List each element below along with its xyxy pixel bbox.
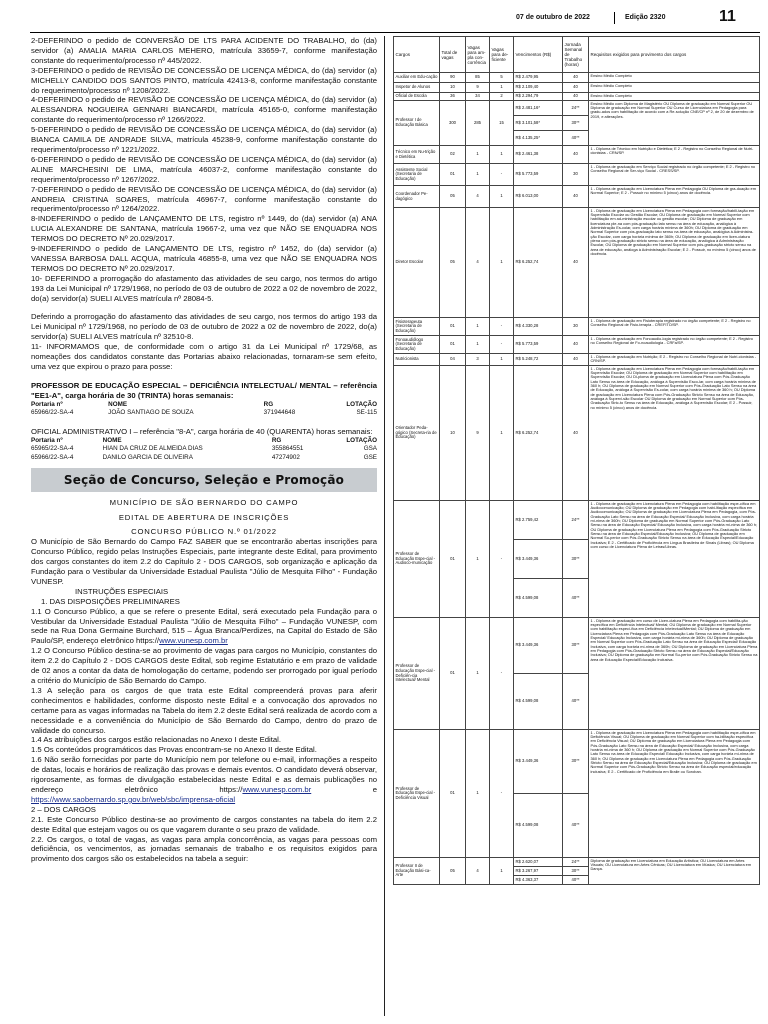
cargo-cell: Orientador Peda-gógico (Secreta-ria de Educação) (394, 366, 440, 501)
spacer (31, 418, 377, 427)
vencimento-cell: R$ 4.330,28 (514, 318, 563, 336)
cargo-cell: Auxiliar em Edu-cação (394, 73, 440, 83)
table-row (394, 618, 760, 674)
column-header-ampla: Vagas para am-pla con-corrência (466, 37, 490, 73)
requisitos-cell: 1 - Diploma de graduação em Licenciatura Plena em Pedagogia com habilitação espe-cífica em Audiocomunicação; OU Diploma de graduação em Pedagogia com habi-litação específica em Audiocomunicação; OU Diploma de graduação em Licenciatura Plena em Pedagogia, com Pós-Graduação Lato Sensu na área de Educação Especial/ Educação Inclusiva, com carga horária mí-nima de 360h; OU Diploma de graduação em Normal Superior com Pós-Graduação Lato Sensu na área de Educação Especial/ Educação Inclusiva, com carga horária mí-nima de 360 h; OU Diploma de graduação em Licenciatura Plena em Pedagogia com Pós-Graduação Stricto Sensu na área de Educação Especial/Educação Inclusiva; OU Diploma de graduação em Normal Su-perior com Pós-Graduação Stricto Sensu na área de Educação Especial/Educação Inclusiva; E 2 - Certificado de Proficiência em Língua Brasileira de Sinais (Libras); OU Diploma com curso de Licenciatura Plena de Letras/Libras. (589, 501, 760, 618)
cargo-cell: Oficial de Escola (394, 93, 440, 101)
jornada-cell: 24** (563, 501, 589, 540)
table-row (394, 366, 760, 501)
ampla-cell: 85 (466, 73, 490, 83)
table-cell: 65965/22-SA-4 (31, 445, 74, 453)
vencimento-cell: R$ 3.449,36 (514, 730, 563, 794)
header-edition: Edição 2320 (625, 14, 666, 21)
table-row (394, 164, 760, 186)
paragraph: 1.2 O Concurso Público destina-se ao provimento de vagas para cargos no Município, constantes do item 2.2 do Capítulo 2 - DOS CARGOS deste Edital, sob regime Estatutário e em prazo de validade de 02 anos a contar da data de homologação do certame, podendo ser prorrogado por igual período a critério do Município de São Bernardo do Campo. (31, 646, 377, 685)
paragraph: 1.5 Os conteúdos programáticos das Provas encontram-se no Anexo II deste Edital. (31, 745, 317, 755)
page-header (0, 8, 768, 30)
spacer (31, 372, 377, 381)
paragraph: PROFESSOR DE EDUCAÇÃO ESPECIAL – DEFICIÊNCIA INTELECTUAL/ MENTAL – referência "EE1-A", carga horária de 30 (TRINTA) horas semanais: (31, 380, 377, 400)
header-rule (30, 32, 760, 33)
total-vagas-cell: 05 (440, 186, 466, 208)
jornada-cell: 40** (563, 876, 589, 885)
table-header-cell: NOME (102, 436, 122, 444)
paragraph: OFICIAL ADMINISTRATIVO I – referência "8-A", carga horária de 40 (QUARENTA) horas semanais: (31, 426, 373, 436)
jornada-cell: 30** (563, 116, 589, 131)
requisitos-cell: 1 - Diploma de graduação em curso de Licen-ciatura Plena em Pedagogia com habilita-ção específica em Deficiência Intelectual/ Mental; OU Diploma de graduação em Normal Superior com habilitação especí-fica em Deficiência Intelectual/Mental; OU Diploma de graduação em Licenciatura Plena em Pedagogia com Pós-Graduação Lato Sensu na área de Educação Especial/ Educação Inclusiva, com carga horária mí-nima de 360h; OU Diploma de graduação em Normal Superior com Pós-Graduação Lato Sensu na área de Educação Especial/ Educação Inclusiva, com carga horária mí-nima de 360h; OU Diploma de graduação em Licenciatura Plena em Pedagogia com Pós-Graduação Stricto Sensu na área de Educação Especial/Educação Inclusiva; OU Diploma de graduação em Normal Su-perior com Pós-Graduação Stricto Sensu na área de Educação Especial/Educação Inclusiva. (589, 618, 760, 730)
vencimento-cell: R$ 2.109,40 (514, 83, 563, 93)
ampla-cell: 1 (466, 164, 490, 186)
vencimento-cell: R$ 3.267,97 (514, 867, 563, 876)
paragraph: 6-DEFERINDO o pedido de REVISÃO DE CONCESSÃO DE LICENÇA MÉDICA, do (da) servidor (a) ALINE MARCHESINI DE LIMA, matrícula 46037-2, conforme manifestação constante do requerimento/processo nº 1267/2022. (31, 154, 377, 184)
column-header-jornada: Jornada Semanal de Trabalho (horas) (563, 37, 589, 73)
subheading: INSTRUÇÕES ESPECIAIS (75, 586, 169, 596)
spacer (31, 303, 377, 312)
requisitos-cell: Ensino Médio Completo (589, 93, 760, 101)
vencimento-cell: R$ 2.479,95 (514, 73, 563, 83)
total-vagas-cell: 01 (440, 618, 466, 730)
subheading: 2 – DOS CARGOS (31, 804, 96, 814)
vacancy-table (393, 36, 760, 885)
jornada-cell: 40 (563, 83, 589, 93)
ampla-cell: 1 (466, 618, 490, 730)
total-vagas-cell: 01 (440, 730, 466, 858)
vencimento-cell: R$ 5.773,59 (514, 164, 563, 186)
vencimento-cell: R$ 4.599,08 (514, 579, 563, 618)
pcd-cell: 1 (490, 186, 514, 208)
paragraph-text: 1.1 O Concurso Público, a que se refere o presente Edital, será executado pela Fundação para o Vestibular da Universidade Estadual Paulista "Júlio de Mesquita Filho" – Fundação VUNESP, com sede na Rua Dona Germaine Burchard, 515 – Água Branca/Perdizes, na Capital do Estado de São Paulo/SP, endereço eletrônico https:// (31, 606, 377, 646)
vencimento-cell: R$ 5.773,59 (514, 336, 563, 354)
ampla-cell: 1 (466, 146, 490, 164)
table-cell: DANILO GARCIA DE OLIVEIRA (102, 454, 193, 461)
column-header-cargos: Cargos (394, 37, 440, 73)
jornada-cell: 30** (563, 867, 589, 876)
table-row (394, 101, 760, 116)
ampla-cell: 34 (466, 93, 490, 101)
total-vagas-cell: 01 (440, 501, 466, 618)
vunesp-link[interactable]: www.vunesp.com.br (159, 636, 228, 646)
paragraph: 7-DEFERINDO o pedido de REVISÃO DE CONCESSÃO DE LICENÇA MÉDICA, do (da) servidor (a) ANDREIA CRISTINA SOARES, matrícula 46967-7, conforme manifestação constante do requerimento/processo nº 1264/2022. (31, 184, 377, 214)
cargo-cell: Fisioterapeuta (Secretaria de Educação) (394, 318, 440, 336)
vencimento-cell: R$ 4.363,37 (514, 876, 563, 885)
paragraph (31, 607, 377, 647)
table-cell: HIAN DA CRUZ DE ALMEIDA DIAS (102, 445, 203, 453)
ampla-cell: 4 (466, 858, 490, 885)
jornada-cell: 30** (563, 618, 589, 674)
jornada-cell: 30 (563, 164, 589, 186)
table-row (394, 146, 760, 164)
cargo-cell: Fonoaudiólogo (Secretaria de Educação) (394, 336, 440, 354)
paragraph: 1.3 A seleção para os cargos de que trata este Edital compreenderá provas para aferir conhecimentos e habilidades, conforme disposto neste Edital e a convocação dos aprovados no certame para as vagas informadas na Tabela do item 2.2 deste Edital será realizada de acordo com a necessidade e a conveniência do Município de São Bernardo do Campo, dentro do prazo de validade do concurso. (31, 685, 377, 735)
table-row (394, 501, 760, 540)
ampla-cell: 4 (466, 208, 490, 318)
portaria-table-1 (31, 401, 377, 418)
ampla-cell: 3 (466, 354, 490, 366)
pcd-cell: 2 (490, 93, 514, 101)
cargo-cell: Assistente Social (Secretaria de Educação) (394, 164, 440, 186)
jornada-cell: 30** (563, 540, 589, 579)
left-column (31, 36, 377, 864)
table-cell: 371944648 (263, 409, 296, 417)
paragraph (31, 755, 377, 805)
cargo-cell: Técnico em Nu-trição e Dietética (394, 146, 440, 164)
pcd-cell: - (490, 501, 514, 618)
table-row (394, 318, 760, 336)
requisitos-cell: Diploma de graduação em Licenciatura em Educação Artística; OU Licenciatura em Artes Visuais; OU Licenciatura em Artes Cênicas; OU Licenciatura em Música; OU Licenciatura em Dança. (589, 858, 760, 885)
paragraph-text: e (311, 784, 377, 794)
paragraph: 1.4 As atribuições dos cargos estão relacionadas no Anexo I deste Edital. (31, 735, 282, 745)
table-row (394, 186, 760, 208)
requisitos-cell: 1 - Diploma de graduação em Licenciatura Plena em Pedagogia com formação/habili-tação em Supervisão Escolar; OU Diploma de graduação em Normal Superior com habilitação em Supervisão Escolar; OU Di-ploma de graduação em Licenciatura Plena com Pós-Graduação Lato Sensu na área de Educação, análoga à Supervisão Esco-lar, com carga horária mínima de 360 h; OU Diploma de graduação em Normal Superior com Pós-Graduação Lato Sensu na área de Educação, análoga à Supervisão Es-colar, com carga horária mínima de 360 h; OU Diploma de graduação em Licenciatura Plena com Pós-Graduação Stricto Sensu na área de Educação, análoga à Supervi-são Escolar OU Diploma de graduação em Normal Superior com Pós-Graduação Stric-to Sensu na área de Educação, análoga à Supervisão Escolar; E 2 - Possuir, no mínimo 5 (cinco) anos de docência. (589, 366, 760, 501)
vencimento-cell: R$ 4.135,25* (514, 131, 563, 146)
total-vagas-cell: 01 (440, 318, 466, 336)
jornada-cell: 40 (563, 336, 589, 354)
table-cell: 355864551 (271, 445, 304, 453)
vencimento-cell: R$ 4.599,08 (514, 674, 563, 730)
vencimento-cell: R$ 6.252,74 (514, 366, 563, 501)
ampla-cell: 9 (466, 83, 490, 93)
table-cell: 47274902 (271, 454, 300, 461)
total-vagas-cell: 300 (440, 101, 466, 146)
cargo-cell: Professor I de Educação Básica (394, 101, 440, 146)
table-row (394, 858, 760, 867)
paragraph: 2.2. Os cargos, o total de vagas, as vagas para ampla concorrência, as vagas para pessoas com deficiência, os vencimentos, as jornadas semanais de trabalho e os requisitos exigidos para provimento dos cargos são os estabelecidos na tabela a seguir: (31, 834, 377, 864)
jornada-cell: 40 (563, 208, 589, 318)
paragraph: Deferindo a prorrogação do afastamento das atividades de seu cargo, nos termos do artigo 193 da Lei Municipal nº 1729/1968, no período de 03 de outubro de 2022 a 02 de novembro de 2022, do(a) servidor(a) SUELI ALVES matrícula nº 32510-8. (31, 312, 377, 342)
vencimento-cell: R$ 2.461,38 (514, 146, 563, 164)
paragraph: 9-INDEFERINDO o pedido de LANÇAMENTO DE LTS, registro nº 1452, do (da) servidor (a) VANESSA BARBOSA DALL ACQUA, matrícula 46855-8, uma vez que NÃO SE ENQUADRA NOS TERMOS DO DECRETO Nº 20.029/2017. (31, 244, 377, 273)
table-header-cell: NOME (108, 400, 128, 408)
paragraph: 2.1. Este Concurso Público destina-se ao provimento de cargos constantes na tabela do item 2.2 deste Edital que estejam vagos ou os que vagarem durante o seu prazo de validade. (31, 814, 377, 834)
jornada-cell: 24** (563, 858, 589, 867)
vencimento-cell: R$ 3.101,58* (514, 116, 563, 131)
pcd-cell: 5 (490, 73, 514, 83)
requisitos-cell: 1 - Diploma de graduação em Fisioterapia registrado no órgão competente; E 2 - Registro no Conselho Regional de Fisio-terapia - CREFITO/SP. (589, 318, 760, 336)
paragraph: 8-INDEFERINDO o pedido de LANÇAMENTO DE LTS, registro nº 1449, do (da) servidor (a) ANA LUCIA ALEXANDRE DE SANTANA, matrícula 19667-2, uma vez que NÃO SE ENQUADRA NOS TERMOS DO DECRETO Nº 20.029/2017. (31, 214, 377, 244)
table-header-cell: LOTAÇÃO (346, 400, 377, 408)
table-cell: JOÃO SANTIAGO DE SOUZA (108, 409, 194, 417)
ampla-cell: 1 (466, 501, 490, 618)
pcd-cell: 1 (490, 858, 514, 885)
requisitos-cell: Ensino Médio com Diploma de Magistério OU Diploma de graduação em Normal Superior OU Diploma de graduação em Normal Superior OU Curso de Licenciatura em Pedagogia para gradu-ados com habilitação de acordo com a Re-solução CNE/CP nº 2, de 20 de dezembro de 2019, e alterações. (589, 101, 760, 146)
jornada-cell: 40** (563, 579, 589, 618)
table-header-cell: RG (271, 436, 282, 444)
table-cell: 65966/22-SA-4 (31, 409, 74, 417)
paragraph-text: 1.6 Não serão fornecidas por parte do Município nem por telefone ou e-mail, informações a respeito de datas, locais e horários de realização das provas e demais eventos. O candidato deverá observar, rigorosamente, as formas de divulgação estabelecidas neste Edital e as demais publicações no endereço eletrônico https:// (31, 755, 377, 794)
table-row (394, 83, 760, 93)
table-header-cell: Portaria nº (31, 436, 63, 444)
ampla-cell: 1 (466, 318, 490, 336)
table-header-cell: RG (263, 400, 274, 408)
total-vagas-cell: 36 (440, 93, 466, 101)
paragraph: 11- INFORMAMOS que, de conformidade com o artigo 31 da Lei Municipal nº 1729/68, as nomeações dos candidatos constante das Portarias abaixo relacionadas, tornaram-se sem efeito, uma vez que expirou o prazo para posse: (31, 342, 377, 371)
pcd-cell: - (490, 318, 514, 336)
jornada-cell: 30 (563, 318, 589, 336)
vencimento-cell: R$ 3.449,36 (514, 618, 563, 674)
table-header-cell: Portaria nº (31, 400, 63, 408)
vencimento-cell: R$ 6.013,00 (514, 186, 563, 208)
vencimento-cell: R$ 2.620,07 (514, 858, 563, 867)
pcd-cell: - (490, 618, 514, 730)
total-vagas-cell: 02 (440, 146, 466, 164)
cargo-cell: Professor de Educação Espe-cial - Audioco-municação (394, 501, 440, 618)
cargo-cell: Inspetor de Alunos (394, 83, 440, 93)
total-vagas-cell: 05 (440, 208, 466, 318)
vencimento-cell: R$ 5.248,72 (514, 354, 563, 366)
cargo-cell: Nutricionista (394, 354, 440, 366)
requisitos-cell: 1 - Diploma de graduação em Serviço Social registrado no órgão competente; E 2 - Registro no Conselho Regional de Ser-viço Social - CRESS/SP. (589, 164, 760, 186)
requisitos-cell: 1 - Diploma de graduação em Nutrição; E 2 - Registro no Conselho Regional de Nutri-cionistas - CRN/SP. (589, 354, 760, 366)
jornada-cell: 30** (563, 730, 589, 794)
table-cell: SE-115 (356, 409, 377, 417)
municipality-heading: MUNICÍPIO DE SÃO BERNARDO DO CAMPO (109, 497, 299, 507)
cargo-cell: Professor de Educação Espe-cial - Deficiência Visual (394, 730, 440, 858)
pcd-cell: - (490, 336, 514, 354)
paragraph: O Município de São Bernardo do Campo FAZ SABER que se encontrarão abertas inscrições para Concurso Público, regido pelas Instruções Especiais, parte integrante deste Edital, para provimento dos cargos constantes do item 2.2 do Capítulo 2 - DOS CARGOS, sob organização e aplicação da Fundação para o Vestibular da Universidade Estadual Paulista "Júlio de Mesquita Filho" - Fundação VUNESP. (31, 537, 377, 586)
section-title: Seção de Concurso, Seleção e Promoção (31, 468, 377, 492)
pcd-cell: - (490, 164, 514, 186)
vencimento-cell: R$ 2.759,42 (514, 501, 563, 540)
table-row (394, 73, 760, 83)
ampla-cell: 285 (466, 101, 490, 146)
edital-heading: EDITAL DE ABERTURA DE INSCRIÇÕES (118, 512, 290, 522)
vencimento-cell: R$ 2.294,79 (514, 93, 563, 101)
table-header-cell: LOTAÇÃO (346, 436, 377, 444)
table-cell: GSA (363, 445, 377, 453)
jornada-cell: 40** (563, 794, 589, 858)
total-vagas-cell: 10 (440, 83, 466, 93)
column-header-requisitos: Requisitos exigidos para provimento dos cargos (589, 37, 760, 73)
table-row (31, 454, 377, 463)
vencimento-cell: R$ 2.481,16* (514, 101, 563, 116)
total-vagas-cell: 10 (440, 366, 466, 501)
table-row (394, 93, 760, 101)
vencimento-cell: R$ 6.252,74 (514, 208, 563, 318)
pcd-cell: 1 (490, 208, 514, 318)
jornada-cell: 24** (563, 101, 589, 116)
vacancy-table-body (394, 73, 760, 885)
table-row (31, 445, 377, 454)
total-vagas-cell: 05 (440, 858, 466, 885)
vencimento-cell: R$ 3.449,36 (514, 540, 563, 579)
portaria-table-2 (31, 437, 377, 463)
pcd-cell: 1 (490, 83, 514, 93)
table-header-row (394, 37, 760, 73)
ampla-cell: 1 (466, 730, 490, 858)
vunesp-link[interactable]: www.vunesp.com.br (242, 784, 312, 794)
jornada-cell: 40 (563, 366, 589, 501)
table-row (394, 336, 760, 354)
column-header-vencimentos: Vencimentos (R$) (514, 37, 563, 73)
requisitos-cell: 1 - Diploma de Técnico em Nutrição e Dietética; E 2 - Registro no Conselho Regional de Nutri-cionistas - CRN/SP. (589, 146, 760, 164)
header-date: 07 de outubro de 2022 (516, 14, 590, 21)
right-column (393, 36, 759, 885)
table-row (31, 409, 377, 418)
pcd-cell: 1 (490, 146, 514, 164)
jornada-cell: 40 (563, 93, 589, 101)
requisitos-cell: 1 - Diploma de graduação em Licenciatura Plena em Pedagogia OU Diploma de gra-duação em Normal Superior; E 2 - Possuir no mínimo 5 (cinco) anos de docência. (589, 186, 760, 208)
table-row (394, 730, 760, 794)
jornada-cell: 40 (563, 73, 589, 83)
total-vagas-cell: 01 (440, 164, 466, 186)
jornada-cell: 40** (563, 131, 589, 146)
vencimento-cell: R$ 4.599,08 (514, 794, 563, 858)
column-header-pcd: Vagas para de-ficiente (490, 37, 514, 73)
pcd-cell: 15 (490, 101, 514, 146)
requisitos-cell: 1 - Diploma de graduação em Licenciatura Plena em Pedagogia com formação/habili-tação em Supervisão Escolar ou Gestão Escolar; OU Diploma de graduação em Normal Superior com habilitação em ad-ministração escolar ou gestão escolar; OU Diploma de graduação em licenciatura ple-na com pós-graduação lato sensu na área de educação, analógica à Administração Es-colar, com carga horária mínima de 360h; OU Diploma de graduação em Normal Superior com pós-graduação lato sensu na área de educação, analógica à Administra-ção Escolar, com carga horária mínima de 360h; OU Diploma de graduação em licen-ciatura plena com pós-graduação stricto sensu na área de educação, analógica à Administração Escolar, OU Diploma de graduação em Normal Superior com pós-graduação stricto sensu na área de educação, análoga à Administração Escolar; E 2 - Possuir, no mínimo 5 (cinco) anos de docência. (589, 208, 760, 318)
ampla-cell: 9 (466, 366, 490, 501)
total-vagas-cell: 90 (440, 73, 466, 83)
ampla-cell: 4 (466, 186, 490, 208)
paragraph: 4-DEFERINDO o pedido de REVISÃO DE CONCESSÃO DE LICENÇA MÉDICA, do (da) servidor (a) ALESSANDRA NOGUEIRA GENNARI BIANCARDI, matrícula 45165-0, conforme manifestação constante do requerimento/processo nº 1266/2022. (31, 95, 377, 125)
requisitos-cell: 1 - Diploma de graduação em Licenciatura Plena em Pedagogia com habilitação espe-cífica em Deficiência Visual; OU Diploma de graduação em Normal Superior com ha-bilitação específica em Deficiência Visual; OU Diploma de graduação em Licenciatura Plena em Pedagogia com Pós-Graduação Lato Sensu na área de Educação Especial/ Educação Inclusiva, com carga horária mí-nima de 360 h; OU Diploma de graduação em Normal Superior com Pós-Graduação Lato Sensu na área de Educação Especial/ Educação Inclusiva, com carga horária mí-nima de 360 h; OU Diploma de graduação em Licenciatura Plena em Pedagogia com Pós-Graduação Stricto Sensu na área de Educação Especial/Educação Inclusiva; OU Diploma de graduação em Normal Superior com Pós-Graduação Stricto Sensu na área de Educação especial/educação inclusiva; E 2 - Certificado de Proficiência em Braile ou Soroban. (589, 730, 760, 858)
column-header-total: Total de vagas (440, 37, 466, 73)
jornada-cell: 40 (563, 186, 589, 208)
table-cell: 65966/22-SA-4 (31, 454, 74, 461)
header-divider (614, 12, 615, 24)
table-cell: GSE (363, 454, 377, 461)
jornada-cell: 40 (563, 354, 589, 366)
cargo-cell: Coordenador Pe-dagógico (394, 186, 440, 208)
jornada-cell: 40 (563, 146, 589, 164)
subheading: 1. DAS DISPOSIÇÕES PRELIMINARES (41, 596, 180, 606)
cargo-cell: Professor II de Educação Bási-ca-Arte (394, 858, 440, 885)
table-header-row (31, 401, 377, 410)
pcd-cell: - (490, 730, 514, 858)
paragraph: 5-DEFERINDO o pedido de REVISÃO DE CONCESSÃO DE LICENÇA MÉDICA, do (da) servidor (a) BIANCA CAMILA DE ANDRADE SILVA, matrícula 45238-9, conforme manifestação constante do requerimento/processo nº 1221/2022. (31, 125, 377, 154)
paragraph: 10- DEFERINDO a prorrogação do afastamento das atividades de seu cargo, nos termos do artigo 193 da Lei Municipal nº 1729/1968, no período de 03 de outubro de 2022 a 02 de novembro de 2022, do(a) servidor(a) SUELI ALVES matrícula nº 28084-5. (31, 273, 377, 303)
ampla-cell: 1 (466, 336, 490, 354)
table-row (394, 354, 760, 366)
requisitos-cell: Ensino Médio Completo (589, 83, 760, 93)
cargo-cell: Professor de Educação Espe-cial - Deficiên-cia Intelectual/ Mental (394, 618, 440, 730)
table-row (394, 208, 760, 318)
total-vagas-cell: 04 (440, 354, 466, 366)
imprensa-oficial-link[interactable]: https://www.saobernardo.sp.gov.br/web/sbc/imprensa-oficial (31, 794, 236, 804)
paragraph: 2-DEFERINDO o pedido de CONVERSÃO DE LTS PARA ACIDENTE DO TRABALHO, do (da) servidor (a) AMALIA MARIA CARLOS MEHERO, matrícula 33659-7, conforme manifestação constante do requerimento/processo nº 445/2022. (31, 36, 377, 65)
page-number: 11 (719, 8, 736, 25)
jornada-cell: 40** (563, 674, 589, 730)
paragraph: 3-DEFERINDO o pedido de REVISÃO DE CONCESSÃO DE LICENÇA MÉDICA, do (da) servidor (a) MICHELLY CANDIDO DOS SANTOS PINTO, matrícula 42413-8, conforme manifestação constante do requerimento/processo nº 1208/2022. (31, 65, 377, 95)
cargo-cell: Diretor Escolar (394, 208, 440, 318)
pcd-cell: 1 (490, 366, 514, 501)
concurso-heading: CONCURSO PÚBLICO N.º 01/2022 (131, 527, 277, 537)
table-header-row (31, 437, 377, 446)
pcd-cell: 1 (490, 354, 514, 366)
total-vagas-cell: 01 (440, 336, 466, 354)
requisitos-cell: 1 - Diploma de graduação em Fonoaudio-logia registrado no órgão competente; E 2 - Registro no Conselho Regional de Fo-noaudiologia - CRFa/SP. (589, 336, 760, 354)
requisitos-cell: Ensino Médio Completo (589, 73, 760, 83)
column-divider (384, 36, 385, 1016)
